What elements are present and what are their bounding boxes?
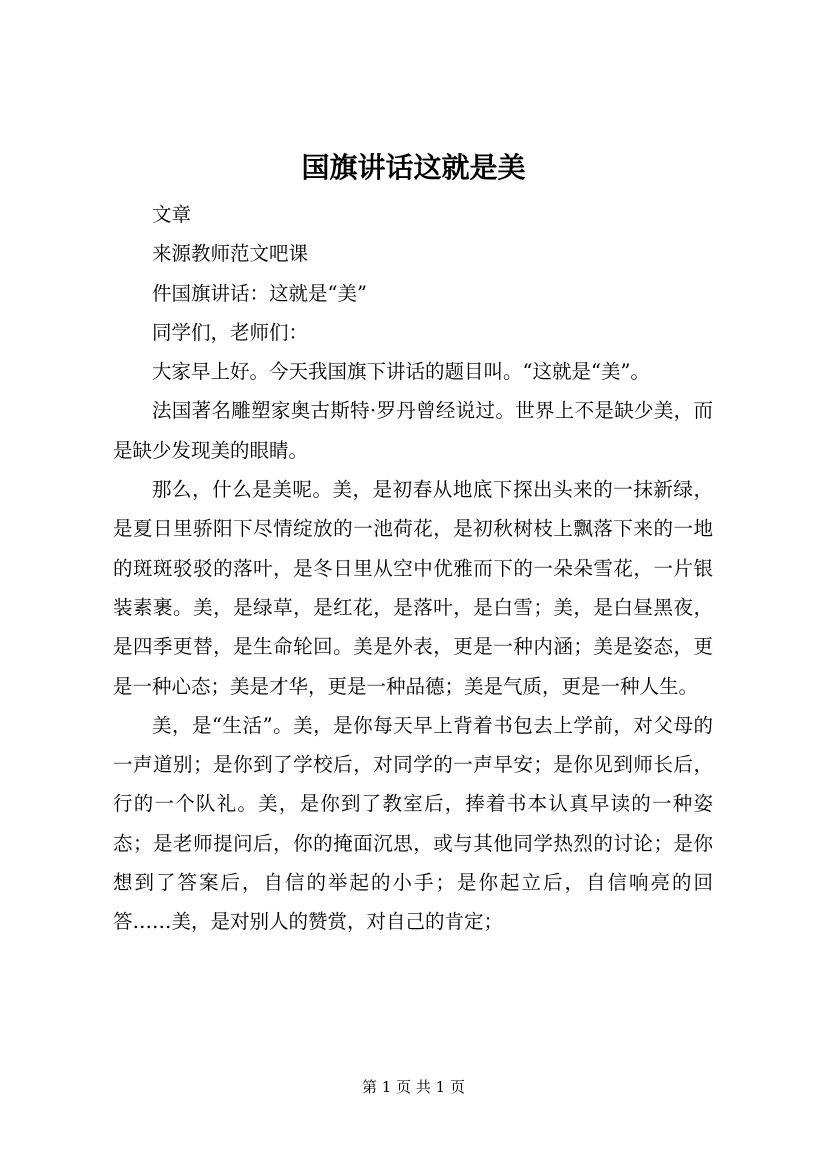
- paragraph: 来源教师范文吧课: [152, 242, 309, 266]
- page-footer: 第 1 页 共 1 页: [362, 1078, 465, 1096]
- paragraph: 文章: [152, 203, 192, 226]
- paragraph: 件国旗讲话：这就是“美”: [152, 281, 367, 305]
- paragraph: 同学们，老师们：: [152, 320, 309, 344]
- paragraph: 大家早上好。今天我国旗下讲话的题目叫。“这就是“美”。: [152, 360, 650, 384]
- paragraph: 那么，什么是美呢。美，是初春从地底下探出头来的一抹新绿，是夏日里骄阳下尽情绽放的一池荷花，是初秋树枝上飘落下来的一地的斑斑驳驳的落叶，是冬日里从空中优雅而下的一朵朵雪花，一片银装素裹。美，是绿草，是红花，是落叶，是白雪；美，是白昼黑夜，是四季更替，是生命轮回。美是外表，更是一种内涵；美是姿态，更是一种心态；美是才华，更是一种品德；美是气质，更是一种人生。: [113, 478, 713, 698]
- document-title: 国旗讲话这就是美: [301, 151, 526, 184]
- document-body: [113, 195, 713, 942]
- paragraph: 法国著名雕塑家奥古斯特·罗丹曾经说过。世界上不是缺少美，而是缺少发现美的眼睛。: [113, 399, 713, 462]
- paragraph: 美，是“生活”。美，是你每天早上背着书包去上学前，对父母的一声道别；是你到了学校后，对同学的一声早安；是你见到师长后，行的一个队礼。美，是你到了教室后，捧着书本认真早读的一种姿态；是老师提问后，你的掩面沉思，或与其他同学热烈的讨论；是你想到了答案后，自信的举起的小手；是你起立后，自信响亮的回答……美，是对别人的赞赏，对自己的肯定；: [113, 713, 713, 934]
